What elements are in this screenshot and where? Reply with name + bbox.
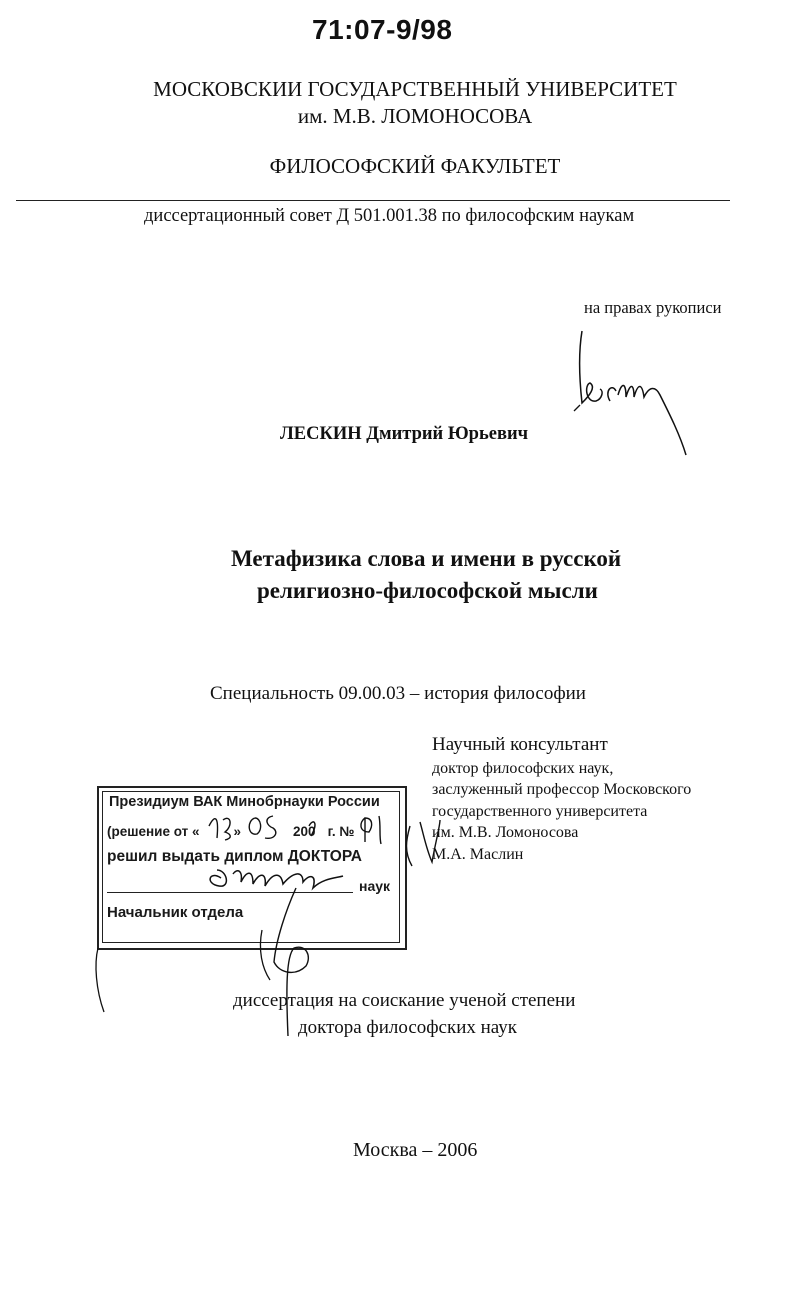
faculty-name: ФИЛОСОФСКИЙ ФАКУЛЬТЕТ (269, 154, 561, 178)
consultant-line1: доктор философских наук, (432, 760, 614, 777)
consultant-label: Научный консультант (432, 734, 608, 755)
dissertation-council: диссертационный совет Д 501.001.38 по философским наукам (144, 206, 635, 226)
stamp-line3: решил выдать диплом ДОКТОРА (107, 848, 363, 865)
catalog-number: 71:07-9/98 (312, 14, 453, 45)
specialty: Специальность 09.00.03 – история философии (210, 683, 586, 704)
consultant-line4: им. М.В. Ломоносова (432, 824, 579, 841)
dissertation-title-line2: религиозно-философской мысли (257, 578, 598, 603)
consultant-line5: М.А. Маслин (432, 846, 524, 863)
dissertation-type: диссертация на соискание ученой степени (233, 990, 576, 1011)
degree: доктора философских наук (298, 1017, 518, 1038)
author-name: ЛЕСКИН Дмитрий Юрьевич (280, 424, 529, 444)
rights-note: на правах рукописи (584, 298, 722, 317)
stamp-line1: Президиум ВАК Минобрнауки России (109, 794, 380, 810)
stamp-line2-prefix: (решение от « (107, 824, 200, 839)
stamp-line2-mid: » (233, 824, 242, 839)
stamp-line2-number: г. № (327, 824, 355, 839)
stamp-line4-suffix: наук (359, 878, 391, 894)
consultant-line3: государственного университета (432, 803, 648, 820)
university-name-line2: им. М.В. ЛОМОНОСОВА (297, 104, 533, 128)
consultant-line2: заслуженный профессор Московского (432, 781, 692, 798)
stamp-line2-year: 200 (293, 824, 316, 839)
city-year: Москва – 2006 (353, 1139, 478, 1161)
stamp-line5: Начальник отдела (107, 904, 244, 921)
dissertation-title-line1: Метафизика слова и имени в русской (231, 546, 622, 571)
university-name: МОСКОВСКИИ ГОСУДАРСТВЕННЫЙ УНИВЕРСИТЕТ (153, 77, 677, 101)
